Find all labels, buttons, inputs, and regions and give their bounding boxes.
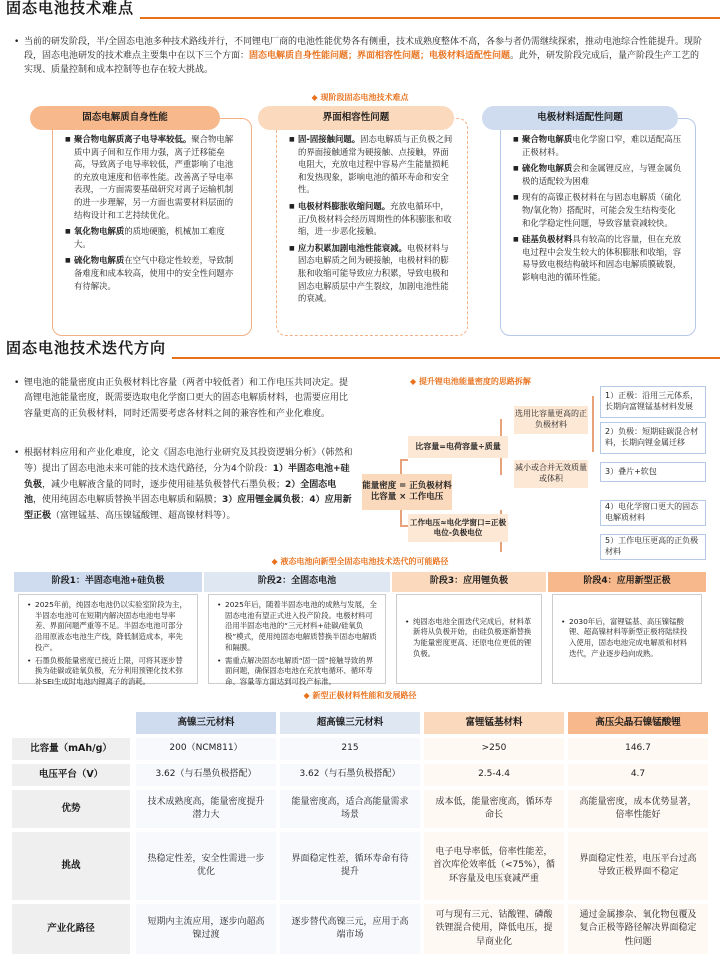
table-cell: 界面稳定性差，循环寿命有待提升 bbox=[280, 832, 420, 900]
stage-3-header: 阶段3：应用锂负极 bbox=[392, 572, 546, 592]
card-item: ■ 聚合物电解质离子电导率较低。聚合物电解质中离子间和互作用力强，离子迁移能垒高，导致离子电导率较低，严重影响了电池的充放电速度和倍率性能。改善离子导电率表现，一方面需要基础研究对离子运输机制的进一步理解，另一方面也需要材料层面的结构设计和工艺持续优化。 bbox=[65, 133, 239, 221]
table-cell: 能量密度高，适合高能量需求场景 bbox=[280, 790, 420, 828]
stages-caption: ◆ 液态电池向新型全固态电池技术迭代的可能路径 bbox=[271, 557, 449, 566]
table-cell: 高能量密度，成本优势显著，倍率性能好 bbox=[568, 790, 708, 828]
table-cell: 4.7 bbox=[568, 764, 708, 786]
section2-bullet-2: • 根据材料应用和产业化难度，论文《固态电池行业研究及其投资逻辑分析》（韩然和等）提出了固态电池未来可能的技术迭代路径，分为4个阶段：1）半固态电池+硅负极，减少电解液含量的同时，逐步使用硅基负极替代石墨负极；2）全固态电池，使用纯固态电解质替换半固态电解质和隔膜；3）应用锂金属负极；4）应用新型正极（富锂锰基、高压镍锰酸锂、超高镍材料等）。 bbox=[14, 448, 353, 521]
table-cell: 界面稳定性差，电压平台过高导致正极界面不稳定 bbox=[568, 832, 708, 900]
card-item: ■ 现有的高镍正极材料在与固态电解质（硫化物/氧化物）搭配时，可能会发生结构变化和化学稳定性问题，导致容量衰减较快。 bbox=[513, 191, 683, 229]
stage-point: • 需重点解决固态电解质“固一固”接触导致的界面问题，确保固态电池在充放电循环、循环寿命、容量等方面达到可投产标准。 bbox=[217, 656, 377, 688]
table-row-label: 挑战 bbox=[12, 832, 130, 900]
stage-point: • 2025年前，纯固态电池仍以实验室阶段为主，半固态电池可在短期内解决固态电池电导率差、界面问题严重等不足。半固态电池可部分沿用原液态电池生产线，降低制造成本，率先投产。 bbox=[27, 600, 189, 654]
stage-2-header: 阶段2：全固态电池 bbox=[204, 572, 390, 592]
card-interface-list bbox=[289, 133, 455, 305]
card-item: ■ 电极材料膨胀收缩问题。充放电循环中，正/负极材料会经历周期性的体积膨胀和收缩，进一步恶化接触。 bbox=[289, 200, 455, 238]
table-cell: >250 bbox=[424, 738, 564, 760]
table-header-lnmo: 高压尖晶石镍锰酸锂 bbox=[568, 712, 708, 734]
table-cell: 热稳定性差，安全性需进一步优化 bbox=[136, 832, 276, 900]
stage-point: • 石墨负极能量密度已接近上限，可将其逐步替换为硅碳或硅氧负极，充分利用预锂化技术弥补SEI生成时电池内锂离子的消耗。 bbox=[27, 656, 189, 688]
intro-highlight: 固态电解质自身性能问题；界面相容性问题；电极材料适配性问题 bbox=[249, 50, 511, 61]
table-cell: 技术成熟度高，能量密度提升潜力大 bbox=[136, 790, 276, 828]
table-caption: ◆ 新型正极材料性能和发展路径 bbox=[303, 691, 417, 700]
stage-4-body bbox=[552, 594, 702, 684]
difficulties-caption: ◆ 现阶段固态电池技术难点 bbox=[311, 93, 409, 102]
table-cell: 短期内主流应用，逐步向超高镍过渡 bbox=[136, 904, 276, 954]
mindmap-mid-capacity: 选用比容量更高的正负极材料 bbox=[514, 406, 588, 434]
mindmap-mid-mass: 减小或合并无效质量或体积 bbox=[514, 460, 588, 488]
section1-title: 固态电池技术难点 bbox=[6, 0, 135, 18]
stage-1-body bbox=[18, 594, 198, 687]
card-electrode-list bbox=[513, 133, 683, 284]
table-cell: 可与现有三元、钴酸锂、磷酸铁锂混合使用，降低电压，提早商业化 bbox=[424, 904, 564, 954]
column-header-electrode: 电极材料适配性问题 bbox=[482, 106, 678, 130]
table-cell: 3.62（与石墨负极搭配） bbox=[136, 764, 276, 786]
card-item: ■ 应力积累加剧电池性能衰减。电极材料与固态电解质之间为硬接触，电极材料的膨胀和收缩可能导致应力积累，导致电极和固态电解质层中产生裂纹，加剧电池性能的衰减。 bbox=[289, 242, 455, 305]
mindmap-leaf-stacking: 3）叠片+软包 bbox=[600, 462, 706, 482]
mindmap-leaf-cathode: 1）正极：沿用三元体系，长期向富锂锰基材料发展 bbox=[600, 386, 706, 418]
connector bbox=[400, 459, 408, 461]
intro-text-b: 。此外，研发阶段完成后，量产阶段生产工艺的实现、质量控制和成本控制等也存在较大挑战。 bbox=[24, 50, 700, 75]
mindmap-caption: ◆ 提升锂电池能量密度的思路拆解 bbox=[410, 377, 531, 386]
stage-point: • 2025年后，随着半固态电池的成熟与发展，全固态电池有望正式进入投产阶段。电极材料可沿用半固态电池的“三元材料+硅碳/硅氧负极”模式，使用纯固态电解质替换半固态电解质和隔膜。 bbox=[217, 600, 377, 654]
table-row-label: 产业化路径 bbox=[12, 904, 130, 954]
stage-point: • 纯固态电池全面迭代完成后，材料革新将从负极开始，由硅负极逐渐替换为能量密度更高、还原电位更低的锂负极。 bbox=[405, 617, 533, 660]
connector bbox=[400, 525, 408, 527]
card-item: ■ 固-固接触问题。固态电解质与正负极之间的界面接触通常为硬接触、点接触，界面电阻大，充放电过程中容易产生能量损耗和发热现象，影响电池的循环寿命和安全性。 bbox=[289, 133, 455, 196]
section2-title-rule bbox=[172, 357, 720, 359]
table-cell: 电子电导率低，倍率性能差，首次库伦效率低（<75%），循环容量及电压衰减严重 bbox=[424, 832, 564, 900]
table-header-li-rich-mn: 富锂锰基材料 bbox=[424, 712, 564, 734]
bullet-dot: • bbox=[14, 378, 20, 388]
table-cell: 200（NCM811） bbox=[136, 738, 276, 760]
card-item: ■ 硫化物电解质会和金属锂反应，与锂金属负极的适配较为困难 bbox=[513, 162, 683, 187]
mindmap-branch-capacity: 比容量=电荷容量÷质量 bbox=[408, 436, 508, 458]
mindmap-branch-voltage: 工作电压≈电化学窗口=正极电位-负极电位 bbox=[408, 514, 508, 542]
section1-title-rule bbox=[140, 17, 720, 19]
bullet-dot: • bbox=[14, 37, 20, 47]
stage-2-body bbox=[208, 594, 386, 687]
mindmap-leaf-anode: 2）负极：短期硅碳混合材料，长期向锂金属迁移 bbox=[600, 422, 706, 454]
stage-3-body bbox=[396, 594, 542, 684]
card-electrolyte-list bbox=[65, 133, 239, 292]
card-electrode bbox=[500, 118, 696, 336]
table-cell: 逐步替代高镍三元，应用于高端市场 bbox=[280, 904, 420, 954]
bullet-dot: • bbox=[14, 448, 20, 458]
card-item: ■ 硫化物电解质在空气中稳定性较差，导致制备难度和成本较高，使用中的安全性问题亦有待解决。 bbox=[65, 254, 239, 292]
table-cell: 146.7 bbox=[568, 738, 708, 760]
table-row-label: 优势 bbox=[12, 790, 130, 828]
card-electrolyte bbox=[52, 118, 252, 336]
table-row-label: 电压平台（V） bbox=[12, 764, 130, 786]
connector bbox=[592, 396, 594, 452]
stage-point: • 2030年后，富锂锰基、高压镍锰酸锂、超高镍材料等新型正极将陆续投入使用，固态电池完成电解质和材料迭代，产业逐步趋向成熟。 bbox=[561, 617, 693, 660]
table-cell: 通过金属掺杂、氧化物包覆及复合正极等路径解决界面稳定性问题 bbox=[568, 904, 708, 954]
card-item: ■ 氧化物电解质的质地硬脆，机械加工难度大。 bbox=[65, 225, 239, 250]
table-row-label: 比容量（mAh/g） bbox=[12, 738, 130, 760]
table-header-high-nickel: 高镍三元材料 bbox=[136, 712, 276, 734]
mindmap-root: 能量密度 = 正负极材料比容量 × 工作电压 bbox=[362, 474, 452, 510]
stage-4-header: 阶段4：应用新型正极 bbox=[548, 572, 706, 592]
card-item: ■ 硅基负极材料具有较高的比容量，但在充放电过程中会发生较大的体积膨胀和收缩，容易导致电极结构破坏和固态电解质膜破裂，影响电池的循环性能。 bbox=[513, 233, 683, 283]
table-cell: 成本低，能量密度高，循环寿命长 bbox=[424, 790, 564, 828]
section1-title-bar bbox=[0, 0, 720, 22]
mindmap-leaf-voltage: 5）工作电压更高的正负极材料 bbox=[600, 534, 706, 560]
stage-1-header: 阶段1：半固态电池+硅负极 bbox=[14, 572, 202, 592]
table-cell: 2.5-4.4 bbox=[424, 764, 564, 786]
column-header-electrolyte: 固态电解质自身性能 bbox=[30, 106, 220, 130]
table-header-ultra-high-nickel: 超高镍三元材料 bbox=[280, 712, 420, 734]
table-cell: 3.62（与石墨负极搭配） bbox=[280, 764, 420, 786]
card-item: ■ 聚合物电解质电化学窗口窄，难以适配高压正极材料。 bbox=[513, 133, 683, 158]
intro-text-a: 当前的研发阶段，半/全固态电池多种技术路线并行，不同锂电厂商的电池性能优势各有侧重，技术成熟度整体不高，各参与者仍需继续探索，推动电池综合性能提升。现阶段，固态电池研发的技术难点主要集中在以下三个方面： bbox=[24, 37, 703, 61]
section1-intro bbox=[14, 36, 708, 78]
table-cell: 215 bbox=[280, 738, 420, 760]
card-interface bbox=[276, 118, 468, 336]
section2-bullet-1: • 锂电池的能量密度由正负极材料比容量（两者中较低者）和工作电压共同决定。提高锂电池能量密度，既需要选取电化学窗口更大的固态电解质材料，也需要应用比容量更高的正负极材料，同时还需要考虑各材料之间的兼容性和产业化难度。 bbox=[14, 378, 349, 419]
section2-title: 固态电池技术迭代方向 bbox=[6, 339, 167, 358]
section2-title-bar bbox=[0, 340, 720, 362]
mindmap-leaf-window: 4）电化学窗口更大的固态电解质材料 bbox=[600, 500, 706, 526]
column-header-interface: 界面相容性问题 bbox=[258, 106, 454, 130]
